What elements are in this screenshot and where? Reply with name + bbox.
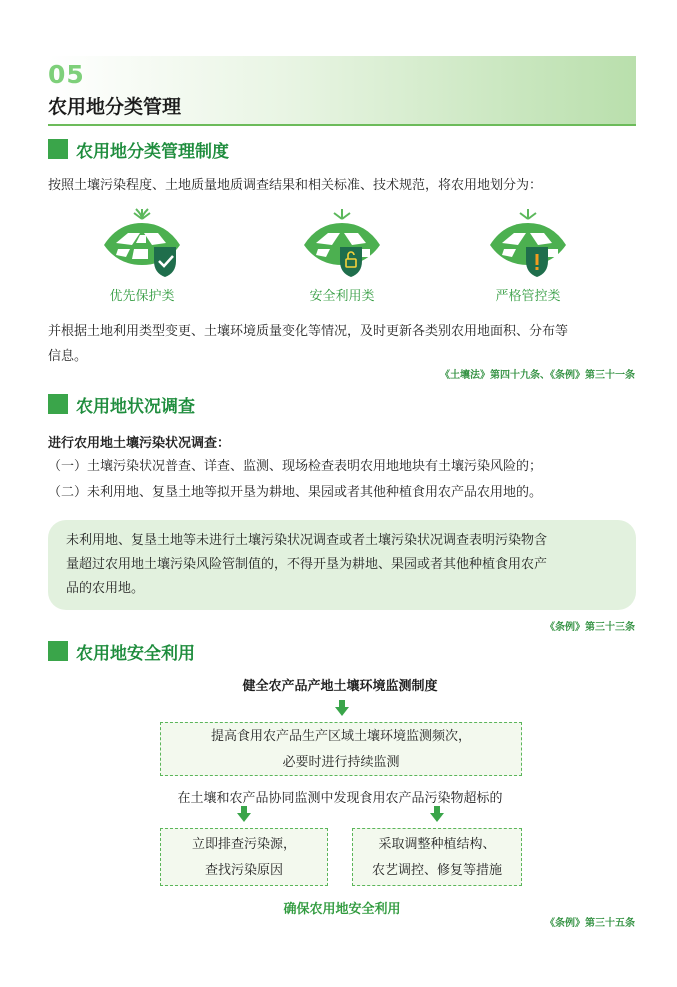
section-title: 农用地状况调查 — [76, 396, 195, 417]
flow-box-line: 查找污染原因 — [204, 863, 283, 878]
list-item: （一）土壤污染状况普查、详查、监测、现场检查表明农用地地块有土壤污染风险的； — [48, 459, 543, 474]
legal-reference: 《条例》第三十三条 — [545, 622, 635, 633]
section-title: 农用地分类管理制度 — [76, 141, 229, 162]
flow-box-line: 采取调整种植结构、 — [378, 837, 496, 852]
section-heading-classification — [48, 138, 229, 160]
note-line: 量超过农用地土壤污染风险管制值的，不得开垦为耕地、果园或者其他种植食用农产 — [66, 557, 548, 572]
arrow-down-icon — [335, 700, 349, 716]
category-label: 优先保护类 — [109, 289, 175, 304]
flow-box-measures — [352, 828, 522, 886]
flow-box-line: 提高食用农产品生产区域土壤环境监测频次， — [210, 729, 471, 744]
farmland-check-shield-icon — [96, 205, 188, 279]
category-priority-protection — [82, 205, 202, 304]
section-title: 农用地安全利用 — [76, 643, 195, 664]
section-heading-survey — [48, 393, 195, 415]
flow-outcome: 确保农用地安全利用 — [283, 902, 401, 917]
section-marker-icon — [48, 641, 68, 661]
note-line: 未利用地、复垦土地等未进行土壤污染状况调查或者土壤污染状况调查表明污染物含 — [66, 533, 548, 548]
section-marker-icon — [48, 394, 68, 414]
farmland-unlock-shield-icon — [296, 205, 388, 279]
list-item: （二）未利用地、复垦土地等拟开垦为耕地、果园或者其他种植食用农产品农用地的。 — [48, 485, 543, 500]
farmland-warning-shield-icon — [482, 205, 574, 279]
category-safe-use — [282, 205, 402, 304]
section-heading-safe-use — [48, 640, 195, 662]
flow-step-top: 健全农产品产地土壤环境监测制度 — [242, 679, 438, 694]
arrow-down-icon — [237, 806, 251, 822]
flow-box-line: 立即排查污染源， — [191, 837, 296, 852]
flow-step-middle: 在土壤和农产品协同监测中发现食用农产品污染物超标的 — [177, 791, 503, 806]
classification-intro: 按照土壤污染程度、土地质量地质调查结果和相关标准、技术规范，将农用地划分为： — [48, 178, 543, 193]
page-title: 农用地分类管理 — [48, 96, 182, 118]
category-strict-control — [468, 205, 588, 304]
legal-reference: 《条例》第三十五条 — [545, 918, 635, 929]
survey-lead: 进行农用地土壤污染状况调查： — [48, 436, 231, 451]
prohibition-note — [48, 520, 636, 610]
flow-box-monitoring — [160, 722, 522, 776]
classification-update-line2: 信息。 — [48, 349, 88, 364]
header-rule — [48, 124, 636, 126]
category-label: 严格管控类 — [495, 289, 561, 304]
arrow-down-icon — [430, 806, 444, 822]
flow-box-line: 农艺调控、修复等措施 — [371, 863, 502, 878]
note-line: 品的农用地。 — [66, 581, 145, 596]
category-label: 安全利用类 — [309, 289, 375, 304]
section-marker-icon — [48, 139, 68, 159]
flow-box-investigate — [160, 828, 328, 886]
flow-box-line: 必要时进行持续监测 — [282, 755, 400, 770]
classification-update-line1: 并根据土地利用类型变更、土壤环境质量变化等情况，及时更新各类别农用地面积、分布等 — [48, 324, 569, 339]
legal-reference: 《土壤法》第四十九条、《条例》第三十一条 — [440, 370, 635, 381]
chapter-number: 05 — [48, 60, 85, 89]
